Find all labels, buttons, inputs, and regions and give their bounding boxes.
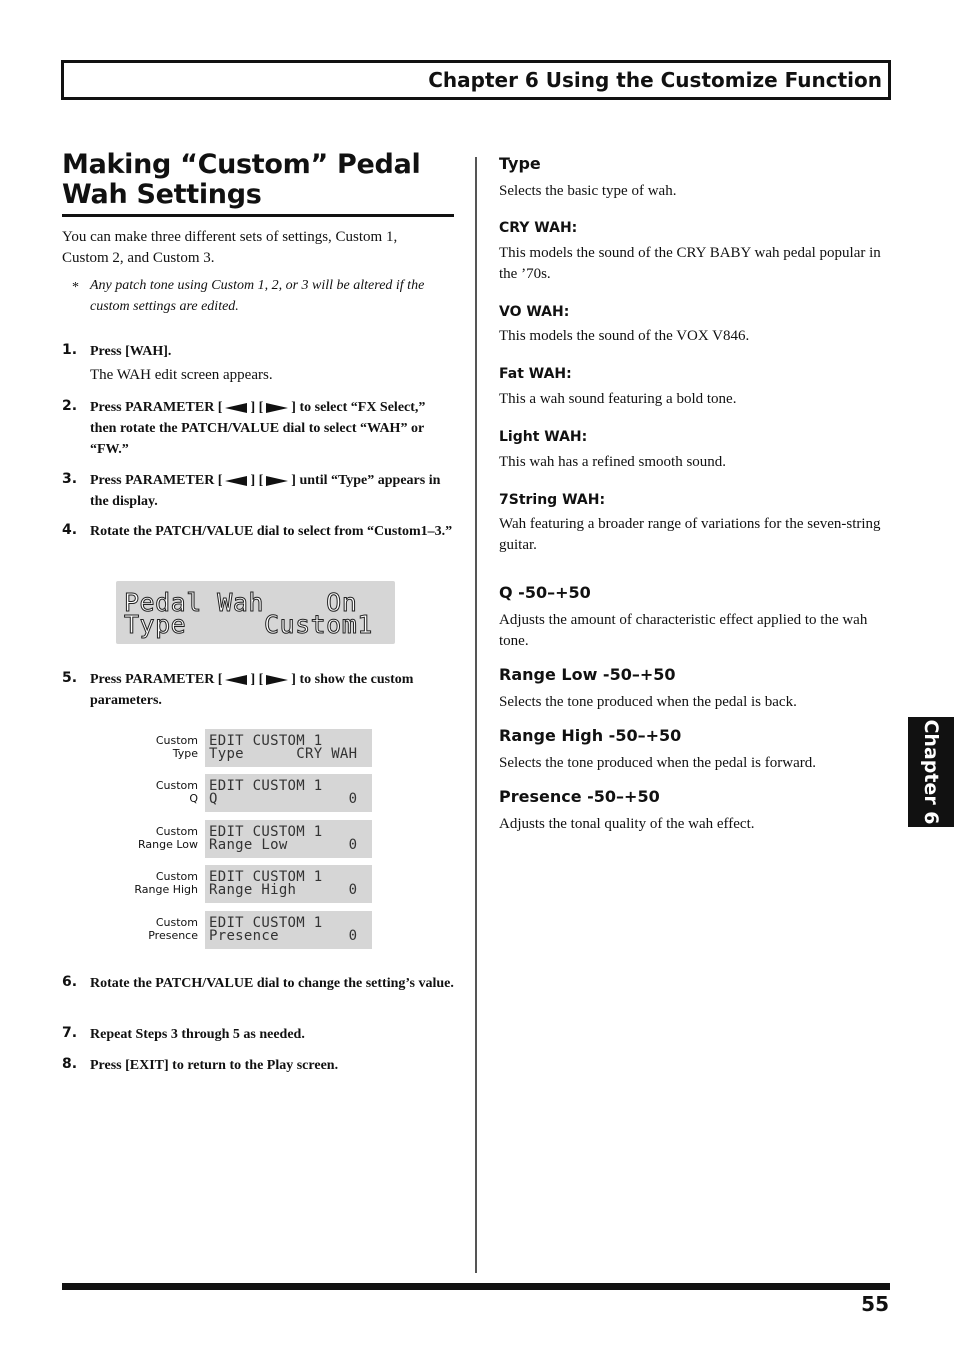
lcd-line-1: EDIT CUSTOM 1 — [209, 824, 323, 840]
param-heading-q: Q -50–+50 — [499, 583, 591, 602]
lcd-caption: Custom Range Low — [137, 825, 198, 851]
type-desc-fat-wah: This a wah sound featuring a bold tone. — [499, 391, 737, 407]
step-8 — [62, 1055, 454, 1076]
param-heading-range-low: Range Low -50–+50 — [499, 665, 676, 684]
right-arrow-icon — [266, 675, 288, 685]
chapter-tab-label: Chapter 6 — [920, 719, 942, 825]
step-text-mid: ] [ — [250, 400, 264, 415]
type-name-7string-wah: 7String WAH: — [499, 492, 606, 508]
step-text-mid: ] [ — [250, 473, 264, 488]
footer-rule — [62, 1283, 890, 1290]
right-arrow-icon — [266, 476, 288, 486]
type-desc-cry-wah: This models the sound of the CRY BABY wah pedal popular in the ’70s. — [499, 245, 881, 282]
type-name-vo-wah: VO WAH: — [499, 304, 570, 320]
intro-text: You can make three different sets of settings, Custom 1, Custom 2, and Custom 3. — [62, 229, 398, 266]
type-desc-7string-wah: Wah featuring a broader range of variations for the seven-string guitar. — [499, 516, 881, 553]
note-text: Any patch tone using Custom 1, 2, or 3 will be altered if the custom settings are edited. — [90, 278, 425, 314]
note — [72, 275, 452, 317]
step-number: 5. — [62, 670, 78, 686]
right-arrow-icon — [266, 403, 288, 413]
step-number: 8. — [62, 1056, 78, 1072]
step-text — [90, 669, 454, 711]
step-result: The WAH edit screen appears. — [90, 367, 273, 383]
lcd-line-2: Range High 0 — [209, 882, 358, 898]
lcd-screen-type — [120, 729, 375, 767]
step-number: 4. — [62, 522, 78, 538]
lcd-line-2: Presence 0 — [209, 928, 358, 944]
lcd-caption: Custom Q — [155, 779, 198, 805]
type-desc-vo-wah: This models the sound of the VOX V846. — [499, 328, 750, 344]
note-marker: * — [72, 280, 79, 295]
lcd-line-1: Pedal Wah On — [124, 588, 358, 617]
step-6 — [62, 973, 454, 994]
param-desc-presence: Adjusts the tonal quality of the wah effect. — [499, 816, 755, 832]
lcd-panel — [205, 774, 372, 812]
param-desc-range-low: Selects the tone produced when the pedal is back. — [499, 694, 797, 710]
lcd-screen-range-low — [120, 820, 375, 858]
step-number: 2. — [62, 398, 78, 414]
chapter-tab — [908, 717, 954, 827]
step-4 — [62, 521, 454, 542]
chapter-header-title: Chapter 6 Using the Customize Function — [428, 68, 882, 92]
step-text-pre: Press PARAMETER [ — [90, 400, 223, 415]
lcd-line-1: EDIT CUSTOM 1 — [209, 733, 323, 749]
step-text — [90, 470, 454, 512]
param-heading-presence: Presence -50–+50 — [499, 787, 660, 806]
step-text-pre: Press PARAMETER [ — [90, 473, 223, 488]
lcd-screen-presence — [120, 911, 375, 949]
lcd-screen-range-high — [120, 865, 375, 903]
step-text: Rotate the PATCH/VALUE dial to select from “Custom1–3.” — [90, 524, 453, 539]
lcd-panel — [205, 820, 372, 858]
step-number: 1. — [62, 342, 78, 358]
page-title: Making “Custom” Pedal Wah Settings — [62, 149, 421, 210]
step-text: Rotate the PATCH/VALUE dial to change the setting’s value. — [90, 976, 454, 991]
step-text-post: ] until “Type” appears in the display. — [90, 473, 441, 509]
step-text-post: ] to select “FX Select,” then rotate the PATCH/VALUE dial to select “WAH” or “FW.” — [90, 400, 426, 457]
lcd-display-main — [116, 581, 395, 644]
lcd-screen-q — [120, 774, 375, 812]
step-text: Repeat Steps 3 through 5 as needed. — [90, 1027, 305, 1042]
step-text-mid: ] [ — [250, 672, 264, 687]
param-heading-range-high: Range High -50–+50 — [499, 726, 682, 745]
step-text-post: ] to show the custom parameters. — [90, 672, 414, 708]
param-desc-q: Adjusts the amount of characteristic effect applied to the wah tone. — [499, 612, 868, 649]
lcd-panel — [205, 729, 372, 767]
left-arrow-icon — [225, 403, 247, 413]
step-number: 7. — [62, 1025, 78, 1041]
step-text: Press [EXIT] to return to the Play screen. — [90, 1058, 339, 1073]
lcd-caption: Custom Range High — [134, 870, 198, 896]
step-1 — [62, 341, 454, 386]
lcd-line-1: EDIT CUSTOM 1 — [209, 915, 323, 931]
step-number: 6. — [62, 974, 78, 990]
step-text — [90, 397, 454, 460]
type-name-light-wah: Light WAH: — [499, 429, 588, 445]
param-desc-range-high: Selects the tone produced when the pedal is forward. — [499, 755, 816, 771]
chapter-header — [61, 60, 891, 100]
type-description: Selects the basic type of wah. — [499, 183, 677, 199]
title-rule — [62, 214, 454, 217]
step-text-pre: Press PARAMETER [ — [90, 672, 223, 687]
lcd-caption: Custom Type — [155, 734, 198, 760]
step-3 — [62, 470, 454, 512]
left-arrow-icon — [225, 476, 247, 486]
lcd-panel — [205, 865, 372, 903]
step-text: Press [WAH]. — [90, 344, 172, 359]
step-7 — [62, 1024, 454, 1045]
step-number: 3. — [62, 471, 78, 487]
lcd-line-2: Type Custom1 — [124, 610, 373, 639]
lcd-line-1: EDIT CUSTOM 1 — [209, 869, 323, 885]
left-arrow-icon — [225, 675, 247, 685]
lcd-line-2: Type CRY WAH — [209, 746, 358, 762]
step-5 — [62, 669, 454, 711]
type-heading: Type — [499, 154, 541, 173]
type-desc-light-wah: This wah has a refined smooth sound. — [499, 454, 727, 470]
lcd-line-2: Range Low 0 — [209, 837, 358, 853]
lcd-caption: Custom Presence — [148, 916, 198, 942]
column-divider — [475, 157, 477, 1273]
step-2 — [62, 397, 454, 460]
type-name-cry-wah: CRY WAH: — [499, 220, 578, 236]
lcd-line-2: Q 0 — [209, 791, 358, 807]
type-name-fat-wah: Fat WAH: — [499, 366, 572, 382]
lcd-panel — [205, 911, 372, 949]
page-number: 55 — [861, 1292, 889, 1316]
lcd-line-1: EDIT CUSTOM 1 — [209, 778, 323, 794]
